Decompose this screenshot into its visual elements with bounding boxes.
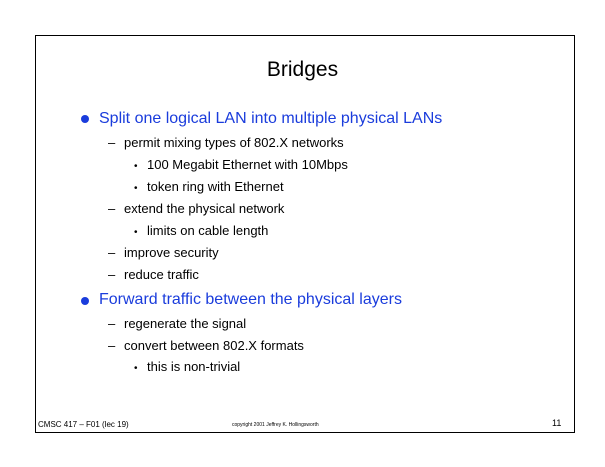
sub-sub-bullet-text: 100 Megabit Ethernet with 10Mbps xyxy=(147,157,348,172)
sub-bullet-2-2 xyxy=(108,338,304,354)
sub-sub-bullet-text: limits on cable length xyxy=(147,223,269,238)
slide-frame xyxy=(35,35,575,433)
slide-title: Bridges xyxy=(266,58,339,81)
sub-bullet-text: convert between 802.X formats xyxy=(124,338,304,353)
dash-marker: – xyxy=(108,201,116,216)
sub-bullet-1-2 xyxy=(108,201,284,217)
sub-sub-bullet-text: this is non-trivial xyxy=(147,359,241,374)
dash-marker: – xyxy=(108,338,116,353)
bullet-marker: • xyxy=(134,363,138,374)
bullet-dot xyxy=(81,115,89,123)
dash-marker: – xyxy=(108,267,116,282)
footer-copyright: copyright 2001 Jeffrey K. Hollingsworth xyxy=(232,422,319,428)
bullet-marker: • xyxy=(134,161,138,172)
sub-bullet-1-1 xyxy=(108,135,344,151)
sub-bullet-1-3 xyxy=(108,245,219,261)
sub-sub-bullet-1-1-2 xyxy=(134,179,284,197)
dash-marker: – xyxy=(108,135,116,150)
dash-marker: – xyxy=(108,316,116,331)
page-number: 11 xyxy=(552,418,562,428)
sub-sub-bullet-1-2-1 xyxy=(134,223,268,241)
bullet-2: Forward traffic between the physical layers xyxy=(99,291,402,308)
sub-bullet-text: permit mixing types of 802.X networks xyxy=(124,135,344,150)
sub-bullet-text: reduce traffic xyxy=(124,267,199,282)
sub-sub-bullet-2-2-1 xyxy=(134,359,240,377)
dash-marker: – xyxy=(108,245,116,260)
sub-bullet-text: improve security xyxy=(124,245,219,260)
sub-bullet-2-1 xyxy=(108,316,246,332)
sub-bullet-text: regenerate the signal xyxy=(124,316,247,331)
footer-course: CMSC 417 – F01 (lec 19) xyxy=(38,420,129,429)
sub-sub-bullet-text: token ring with Ethernet xyxy=(147,179,284,194)
bullet-dot xyxy=(81,297,89,305)
sub-sub-bullet-1-1-1 xyxy=(134,157,348,175)
sub-bullet-1-4 xyxy=(108,267,199,283)
sub-bullet-text: extend the physical network xyxy=(124,201,285,216)
bullet-1: Split one logical LAN into multiple physical LANs xyxy=(99,110,443,127)
bullet-marker: • xyxy=(134,227,138,238)
bullet-marker: • xyxy=(134,183,138,194)
